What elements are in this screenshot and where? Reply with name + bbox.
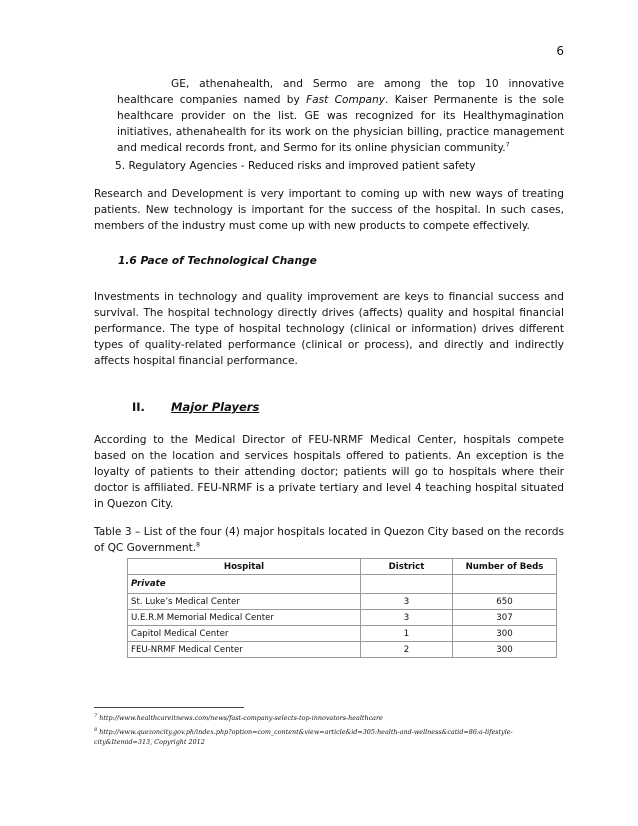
- table-group-row: [128, 575, 557, 594]
- intro-company: Fast Company: [306, 94, 386, 106]
- list-item-5: 5. Regulatory Agencies - Reduced risks and improved patient safety: [115, 160, 476, 172]
- page-number: 6: [556, 44, 564, 58]
- intro-rest: . Kaiser Permanente is the sole healthcare provider on the list. GE was recognized for its Healthymagination initiatives, athenahealth for its work on the physician billing, practice management and medical records front, and Sermo for its online physician community.: [117, 94, 565, 154]
- header-hospital: Hospital: [128, 559, 361, 575]
- rd-paragraph: Research and Development is very important to coming up with new ways of treating patients. New technology is important for the success of the hospital. In such cases, members of the industry must come up with new products to compete effectively.: [94, 188, 564, 232]
- footnote-8-link[interactable]: http://www.quezoncity.gov.ph/index.php?option=com_content&view=article&id=305:health-and-wellness&catid=86:a-lifestyle-city&Itemid=313, Copyright 2012: [94, 728, 513, 746]
- header-beds: Number of Beds: [453, 559, 557, 575]
- players-paragraph: According to the Medical Director of FEU-NRMF Medical Center, hospitals compete based on the location and services hospitals offered to patients. An exception is the loyalty of patients to their attending doctor; patients will go to hospitals where their doctor is affiliated. FEU-NRMF is a private tertiary and level 4 teaching hospital situated in Quezon City.: [94, 434, 564, 510]
- footnote-8: [94, 727, 564, 747]
- footnote-7: [94, 713, 564, 723]
- header-district: District: [361, 559, 453, 575]
- footnote-separator: [94, 707, 244, 708]
- cell-district: 3: [361, 594, 453, 610]
- group-label: Private: [128, 575, 361, 594]
- table-caption: [94, 524, 564, 556]
- cell-beds: 650: [453, 594, 557, 610]
- cell-beds: 300: [453, 642, 557, 658]
- table-row: [128, 594, 557, 610]
- intro-text: GE, athenahealth, and Sermo are among the top 10 innovative healthcare companies named by: [117, 78, 564, 106]
- intro-paragraph: [117, 76, 564, 156]
- cell-hospital: FEU-NRMF Medical Center: [128, 642, 361, 658]
- footnote-7-ref: 7: [94, 712, 98, 719]
- cell-hospital: Capitol Medical Center: [128, 626, 361, 642]
- table-caption-text: Table 3 – List of the four (4) major hospitals located in Quezon City based on the records of QC Government.: [94, 526, 564, 554]
- group-empty-cell: [361, 575, 453, 594]
- table-header-row: [128, 559, 557, 575]
- cell-beds: 300: [453, 626, 557, 642]
- hospitals-table: [127, 558, 557, 658]
- table-caption-ref: 8: [196, 541, 200, 549]
- group-empty-cell: [453, 575, 557, 594]
- table-row: [128, 642, 557, 658]
- cell-hospital: U.E.R.M Memorial Medical Center: [128, 610, 361, 626]
- table-row: [128, 626, 557, 642]
- section-1-6-heading: 1.6 Pace of Technological Change: [118, 255, 317, 267]
- intro-footnote-ref: 7: [505, 141, 510, 149]
- tech-paragraph: Investments in technology and quality improvement are keys to financial success and survival. The hospital technology directly drives (affects) quality and hospital financial performance. The type of hospital technology (clinical or information) drives different types of quality-related performance (clinical or process), and directly and indirectly affects hospital financial performance.: [94, 291, 564, 367]
- footnote-7-link[interactable]: http://www.healthcareitnews.com/news/fast-company-selects-top-innovators-healthcare: [97, 714, 383, 722]
- cell-hospital: St. Luke’s Medical Center: [128, 594, 361, 610]
- cell-beds: 307: [453, 610, 557, 626]
- cell-district: 3: [361, 610, 453, 626]
- section-II-title: Major Players: [171, 400, 260, 414]
- footnote-8-ref: 8: [94, 726, 98, 733]
- section-II-number: II.: [132, 400, 145, 414]
- cell-district: 2: [361, 642, 453, 658]
- table-row: [128, 610, 557, 626]
- cell-district: 1: [361, 626, 453, 642]
